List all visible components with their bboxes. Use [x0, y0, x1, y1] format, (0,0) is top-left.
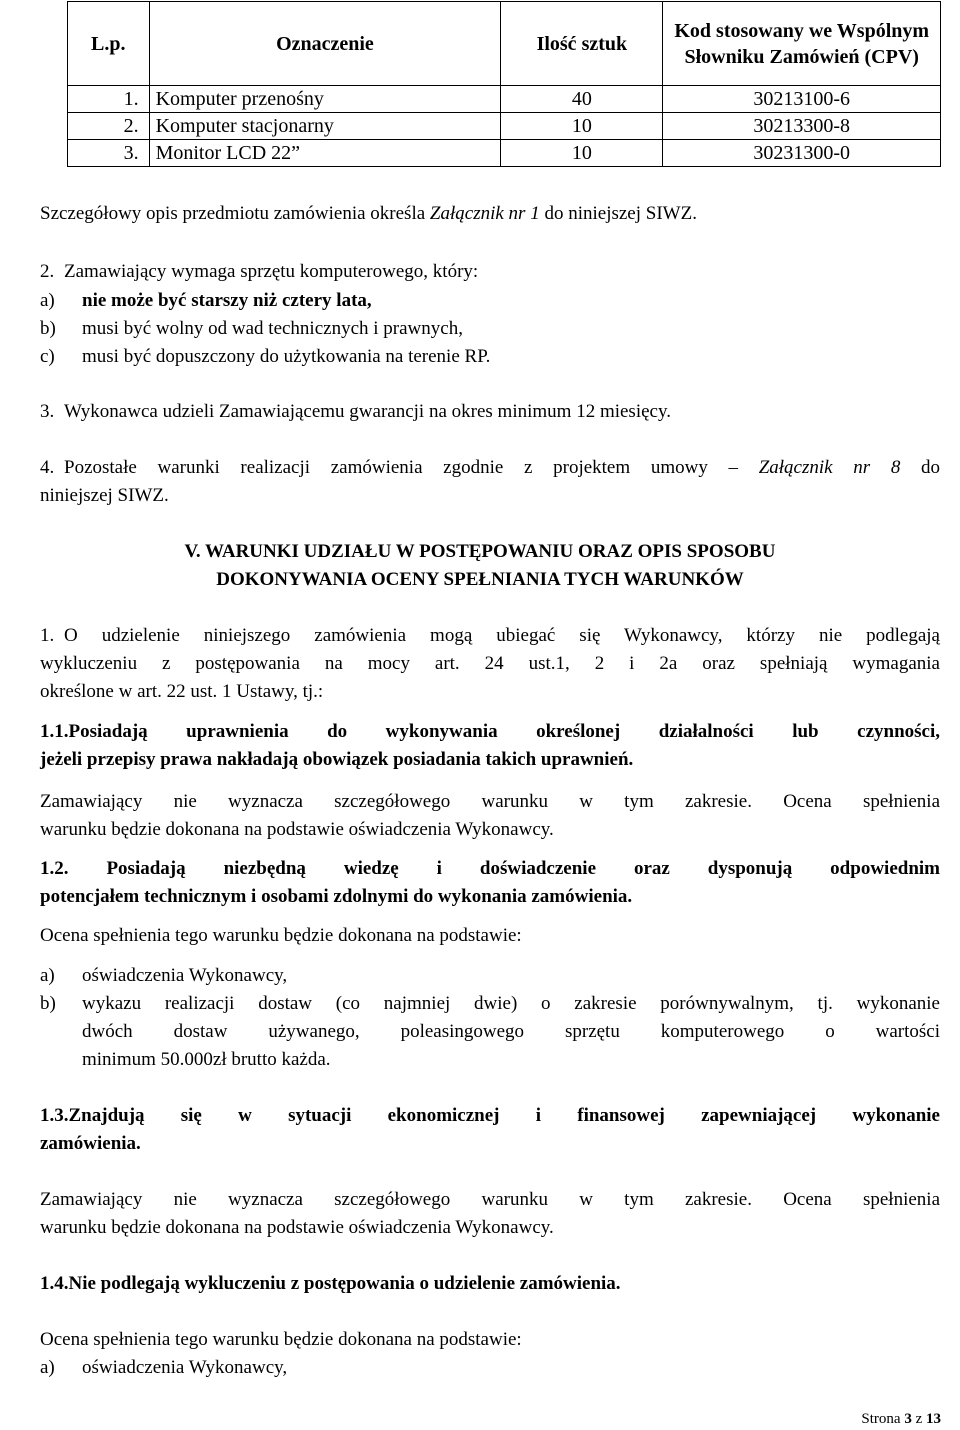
- cell-lp: 1.: [68, 86, 150, 113]
- list-item-cont: dwóch dostaw używanego, poleasingowego sprzętu komputerowego o wartości: [82, 1021, 940, 1042]
- page-number: 3: [904, 1411, 912, 1427]
- cell-name: Monitor LCD 22”: [149, 140, 501, 167]
- cell-name: Komputer stacjonarny: [149, 113, 501, 140]
- point-4: 4. Pozostałe warunki realizacji zamówienia zgodnie z projektem umowy – Załącznik nr 8 do: [40, 457, 941, 478]
- condition-1-2-body: Ocena spełnienia tego warunku będzie dokonana na podstawie:: [40, 925, 522, 946]
- condition-1-3-heading: 1.3.Znajdują się w sytuacji ekonomicznej i finansowej zapewniającej wykonanie: [40, 1105, 940, 1126]
- condition-1-1-heading-cont: jeżeli przepisy prawa nakładają obowiązek posiadania takich uprawnień.: [40, 749, 634, 770]
- list-item: b) wykazu realizacji dostaw (co najmniej dwie) o zakresie porównywalnym, tj. wykonanie: [40, 993, 940, 1014]
- list-item-cont: minimum 50.000zł brutto każda.: [82, 1049, 331, 1070]
- section-heading-cont: DOKONYWANIA OCENY SPEŁNIANIA TYCH WARUNKÓW: [216, 569, 744, 590]
- cell-qty: 40: [501, 86, 663, 113]
- cpv-table: [67, 1, 941, 167]
- header-lp: L.p.: [68, 2, 150, 86]
- condition-1-3-heading-cont: zamówienia.: [40, 1133, 141, 1154]
- cell-lp: 3.: [68, 140, 150, 167]
- cell-code: 30231300-0: [663, 140, 941, 167]
- attachment-ref: Załącznik nr 1: [429, 203, 540, 224]
- list-item: a) oświadczenia Wykonawcy,: [40, 1357, 288, 1378]
- list-item: a) oświadczenia Wykonawcy,: [40, 965, 288, 986]
- table-header-row: [68, 2, 941, 86]
- list-item: b) musi być wolny od wad technicznych i prawnych,: [40, 318, 463, 339]
- point-1: 1. O udzielenie niniejszego zamówienia mogą ubiegać się Wykonawcy, którzy nie podlegają: [40, 625, 940, 646]
- header-cpv: Kod stosowany we Wspólnym Słowniku Zamówień (CPV): [663, 2, 941, 86]
- point-2: 2. Zamawiający wymaga sprzętu komputerowego, który:: [40, 261, 479, 282]
- condition-1-2-heading-cont: potencjałem technicznym i osobami zdolnymi do wykonania zamówienia.: [40, 886, 633, 907]
- section-heading: V. WARUNKI UDZIAŁU W POSTĘPOWANIU ORAZ OPIS SPOSOBU: [184, 541, 776, 562]
- cell-qty: 10: [501, 140, 663, 167]
- point-1-line3: określone w art. 22 ust. 1 Ustawy, tj.:: [40, 681, 324, 702]
- condition-1-1-body-cont: warunku będzie dokonana na podstawie oświadczenia Wykonawcy.: [40, 819, 554, 840]
- cell-qty: 10: [501, 113, 663, 140]
- list-item: a) nie może być starszy niż cztery lata,: [40, 290, 372, 311]
- condition-1-4-body: Ocena spełnienia tego warunku będzie dokonana na podstawie:: [40, 1329, 522, 1350]
- condition-1-2-heading: 1.2. Posiadają niezbędną wiedzę i doświadczenie oraz dysponują odpowiednim: [40, 858, 940, 879]
- page-total: 13: [926, 1411, 941, 1427]
- page-footer: Strona 3 z 13: [861, 1411, 941, 1427]
- table-row: [68, 140, 941, 167]
- point-3: 3. Wykonawca udzieli Zamawiającemu gwarancji na okres minimum 12 miesięcy.: [40, 401, 671, 422]
- attachment-ref: Załącznik nr 8: [758, 457, 901, 478]
- header-ilosc: Ilość sztuk: [501, 2, 663, 86]
- list-item: c) musi być dopuszczony do użytkowania na terenie RP.: [40, 346, 491, 367]
- point-1-line2: wykluczeniu z postępowania na mocy art. 24 ust.1, 2 i 2a oraz spełniają wymagania: [40, 653, 940, 674]
- table-row: [68, 113, 941, 140]
- point-4-cont: niniejszej SIWZ.: [40, 485, 169, 506]
- cell-name: Komputer przenośny: [149, 86, 501, 113]
- cell-code: 30213100-6: [663, 86, 941, 113]
- condition-1-3-body: Zamawiający nie wyznacza szczegółowego warunku w tym zakresie. Ocena spełnienia: [40, 1189, 940, 1210]
- condition-1-1-body: Zamawiający nie wyznacza szczegółowego warunku w tym zakresie. Ocena spełnienia: [40, 791, 940, 812]
- table-row: [68, 86, 941, 113]
- cell-lp: 2.: [68, 113, 150, 140]
- opis-paragraph: Szczegółowy opis przedmiotu zamówienia określa Załącznik nr 1 do niniejszej SIWZ.: [40, 203, 697, 224]
- condition-1-3-body-cont: warunku będzie dokonana na podstawie oświadczenia Wykonawcy.: [40, 1217, 554, 1238]
- header-oznaczenie: Oznaczenie: [149, 2, 501, 86]
- cell-code: 30213300-8: [663, 113, 941, 140]
- condition-1-4-heading: 1.4.Nie podlegają wykluczeniu z postępowania o udzielenie zamówienia.: [40, 1273, 621, 1294]
- condition-1-1-heading: 1.1.Posiadają uprawnienia do wykonywania określonej działalności lub czynności,: [40, 721, 940, 742]
